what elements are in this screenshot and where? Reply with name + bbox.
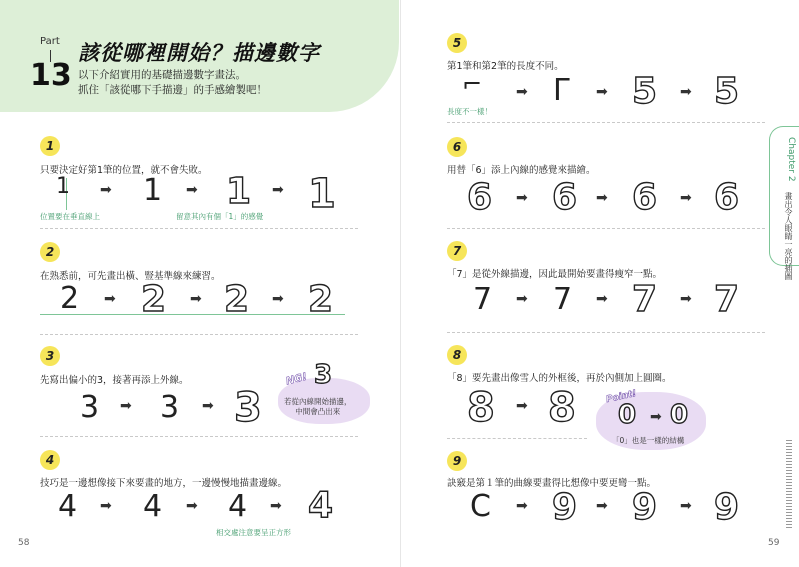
- step-digit-2a: 2: [60, 281, 80, 316]
- step-digit-8b: 8: [548, 385, 576, 431]
- step-digit-5d: 5: [714, 71, 740, 112]
- step-badge-8: 8: [447, 345, 467, 365]
- arrow-icon: ➡: [100, 182, 112, 198]
- section-divider: [40, 436, 358, 437]
- step-digit-2d: 2: [308, 279, 334, 320]
- step-text-3: 先寫出偏小的3，接著再添上外線。: [40, 375, 189, 386]
- step-digit-1a: 1: [56, 174, 70, 199]
- step-digit-3c: 3: [234, 385, 262, 431]
- arrow-icon: ➡: [190, 291, 202, 307]
- section-divider: [40, 334, 358, 335]
- step-digit-9b: 9: [552, 487, 578, 528]
- arrow-icon: ➡: [100, 498, 112, 514]
- note-vertical-position: 位置要在垂直線上: [40, 212, 100, 221]
- section-divider: [447, 438, 587, 439]
- horizontal-guide: [40, 314, 345, 315]
- step-text-4: 技巧是一邊想像接下來要畫的地方，一邊慢慢地描畫邊線。: [40, 478, 288, 489]
- step-digit-3a: 3: [80, 390, 100, 425]
- section-divider: [40, 228, 358, 229]
- step-text-5: 第1筆和第2筆的長度不同。: [447, 61, 564, 72]
- arrow-icon: ➡: [202, 398, 214, 414]
- step-text-7: 「7」是從外線描邊，因此最開始要畫得瘦窄一點。: [447, 269, 663, 280]
- step-text-8: 「8」要先畫出像雪人的外框後，再於內側加上圓圈。: [447, 373, 672, 384]
- step-digit-9a: C: [470, 489, 491, 524]
- note-length-differs: 長度不一樣！: [447, 107, 492, 116]
- arrow-icon: ➡: [272, 182, 284, 198]
- arrow-icon: ➡: [596, 84, 608, 100]
- step-digit-6b: 6: [552, 177, 578, 218]
- step-badge-7: 7: [447, 241, 467, 261]
- step-text-2: 在熟悉前，可先畫出橫、豎基準線來練習。: [40, 271, 221, 282]
- arrow-icon: ➡: [186, 182, 198, 198]
- arrow-icon: ➡: [596, 291, 608, 307]
- left-page: [0, 0, 399, 567]
- step-text-9: 訣竅是第１筆的曲線要畫得比想像中要更彎一點。: [447, 478, 657, 489]
- step-digit-7b: 7: [553, 282, 573, 317]
- step-digit-8a: 8: [467, 385, 495, 431]
- ng-label: NG!: [284, 371, 309, 388]
- page-number-left: 58: [18, 538, 30, 548]
- note-inner-one: 留意其內有個「1」的感覺: [176, 212, 264, 221]
- arrow-icon: ➡: [680, 291, 692, 307]
- chapter-label: Chapter 2: [786, 137, 796, 182]
- section-divider: [447, 332, 765, 333]
- arrow-icon: ➡: [680, 498, 692, 514]
- step-text-1: 只要決定好第1筆的位置，就不會失敗。: [40, 165, 208, 176]
- arrow-icon: ➡: [596, 190, 608, 206]
- arrow-icon: ➡: [272, 291, 284, 307]
- chapter-subtitle: 畫出令人眼睛一亮的插圖: [784, 192, 793, 280]
- part-number: 13: [30, 58, 72, 93]
- step-badge-3: 3: [40, 346, 60, 366]
- step-digit-7a: 7: [473, 282, 493, 317]
- step-digit-1d: 1: [308, 171, 336, 217]
- step-digit-4d: 4: [308, 485, 334, 526]
- step-digit-6a: 6: [467, 177, 493, 218]
- arrow-icon: ➡: [120, 398, 132, 414]
- step-digit-2b: 2: [141, 279, 167, 320]
- arrow-icon: ➡: [596, 498, 608, 514]
- part-label: Part: [40, 36, 60, 47]
- ng-digit-3: 3: [314, 360, 333, 390]
- arrow-icon: ➡: [680, 190, 692, 206]
- step-badge-4: 4: [40, 450, 60, 470]
- arrow-icon: ➡: [270, 498, 282, 514]
- step-badge-6: 6: [447, 137, 467, 157]
- step-digit-6d: 6: [714, 177, 740, 218]
- step-digit-5b: Γ: [553, 73, 570, 108]
- point-zero-b: 0: [670, 400, 689, 430]
- step-digit-1c: 1: [226, 171, 252, 212]
- ng-bubble-text: 若從內線開始描邊， 中間會凸出來: [284, 397, 352, 416]
- step-digit-4b: 4: [143, 489, 163, 524]
- arrow-icon: ➡: [650, 409, 662, 425]
- arrow-icon: ➡: [186, 498, 198, 514]
- arrow-icon: ➡: [516, 291, 528, 307]
- step-badge-5: 5: [447, 33, 467, 53]
- step-digit-5a: ⌐: [462, 70, 483, 98]
- point-label: Point!: [605, 388, 638, 406]
- step-digit-7c: 7: [632, 279, 658, 320]
- page-edge-marks: [786, 440, 792, 530]
- step-digit-3b: 3: [160, 390, 180, 425]
- step-digit-4a: 4: [58, 489, 78, 524]
- step-digit-9d: 9: [714, 487, 740, 528]
- page-title: 該從哪裡開始？描邊數字: [78, 41, 320, 65]
- step-digit-1b: 1: [143, 173, 163, 208]
- point-zero-a: 0: [618, 400, 637, 430]
- arrow-icon: ➡: [516, 190, 528, 206]
- step-badge-1: 1: [40, 136, 60, 156]
- intro-text: 以下介紹實用的基礎描邊數字畫法。 抓住「該從哪下手描邊」的手感繪製吧！: [78, 69, 267, 96]
- step-digit-2c: 2: [224, 279, 250, 320]
- arrow-icon: ➡: [516, 398, 528, 414]
- point-bubble-text: 「0」也是一樣的結構: [612, 436, 685, 445]
- page-number-right: 59: [768, 538, 780, 548]
- step-digit-6c: 6: [632, 177, 658, 218]
- step-digit-4c: 4: [228, 489, 248, 524]
- section-divider: [447, 122, 765, 123]
- arrow-icon: ➡: [680, 84, 692, 100]
- note-square-corner: 相交處注意要呈正方形: [216, 528, 291, 537]
- arrow-icon: ➡: [104, 291, 116, 307]
- step-digit-9c: 9: [632, 487, 658, 528]
- step-digit-5c: 5: [632, 71, 658, 112]
- section-divider: [447, 228, 765, 229]
- step-badge-9: 9: [447, 451, 467, 471]
- arrow-icon: ➡: [516, 498, 528, 514]
- arrow-icon: ➡: [516, 84, 528, 100]
- step-badge-2: 2: [40, 242, 60, 262]
- step-text-6: 用替「6」添上內線的感覺來描繪。: [447, 165, 596, 176]
- step-digit-7d: 7: [714, 279, 740, 320]
